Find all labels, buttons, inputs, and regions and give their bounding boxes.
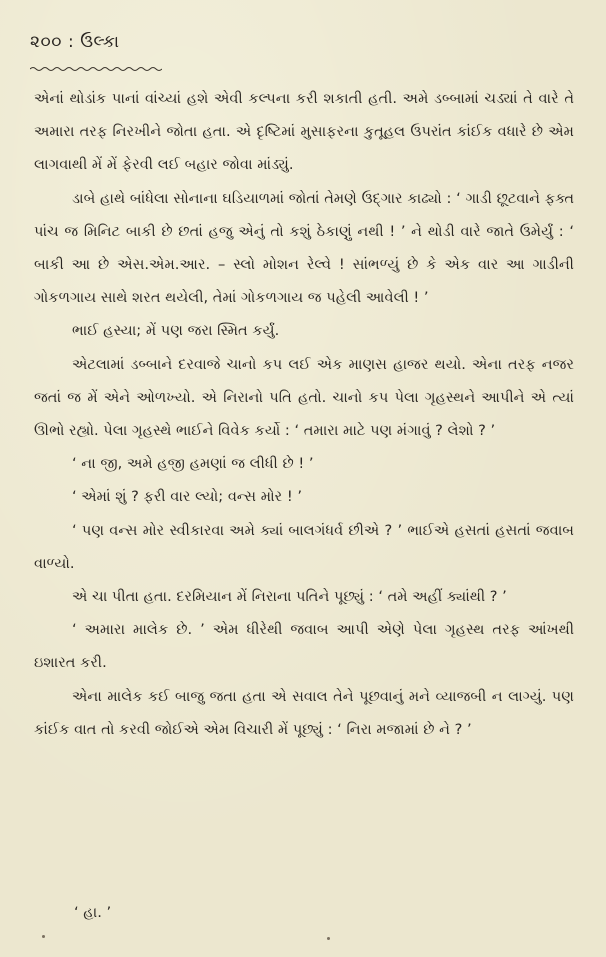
page-number: ૨૦૦: [30, 32, 62, 52]
paragraph: ‘ એમાં શું ? ફરી વાર લ્યો; વન્સ મોર ! ’: [72, 488, 302, 506]
paragraph: એનાં થોડાંક પાનાં વાંચ્યાં હશે એવી કલ્પના કરી શકાતી હતી. અમે ડબ્બામાં ચડ્યાં તે વારે તે અમારા તરફ નિરખીને જોતા હતા. એ દૃષ્ટિમાં મુસાફરના કુતૂહલ ઉપરાંત કાંઈક વધારે છે એમ લાગવાથી મેં મેં ફેરવી લઈ બહાર જોવા માંડ્યું.: [34, 90, 574, 174]
paragraph: એટલામાં ડબ્બાને દરવાજે ચાનો કપ લઈ એક માણસ હાજર થયો. એના તરફ નજર જતાં જ મેં એને ઓળખ્યો. એ નિરાનો પતિ હતો. ચાનો કપ પેલા ગૃહસ્થને આપીને એ ત્યાં ઊભો રહ્યો. પેલા ગૃહસ્થે ભાઈને વિવેક કર્યો : ‘ તમારા માટે પણ મંગાવું ? લેશો ? ’: [34, 355, 574, 440]
stray-mark: [42, 935, 45, 938]
paragraph: ‘ પણ વન્સ મોર સ્વીકારવા અમે ક્યાં બાલગંધર્વ છીએ ? ’ ભાઈએ હસતાં હસતાં જવાબ વાળ્યો.: [34, 521, 574, 572]
stray-mark: [327, 937, 330, 940]
wavy-rule-ornament: [30, 66, 162, 72]
header-separator: :: [67, 32, 75, 52]
paragraph: ‘ અમારા માલેક છે. ’ એમ ધીરેથી જવાબ આપી એણે પેલા ગૃહસ્થ તરફ આંખથી ઇશારત કરી.: [34, 621, 574, 672]
paragraph: ભાઈ હસ્યા; મેં પણ જરા સ્મિત કર્યું.: [72, 322, 280, 340]
paragraph: ‘ ના જી, અમે હજી હમણાં જ લીધી છે ! ’: [72, 455, 314, 473]
running-head: [30, 32, 120, 52]
paragraph: એ ચા પીતા હતા. દરમિયાન મેં નિરાના પતિને પૂછ્યું : ‘ તમે અહીં ક્યાંથી ? ’: [72, 588, 507, 606]
paragraph: ડાબે હાથે બાંધેલા સોનાના ઘડિયાળમાં જોતાં તેમણે ઉદ્ગાર કાઢ્યો : ‘ ગાડી છૂટવાને ફક્ત પાંચ જ મિનિટ બાકી છે છતાં હજુ એનું તો કશું ઠેકાણું નથી ! ’ ને થોડી વારે જાતે ઉમેર્યું : ‘ બાકી આ છે એસ.એમ.આર. – સ્લો મોશન રેલ્વે ! સાંભળ્યું છે કે એક વાર આ ગાડીની ગોકળગાય સાથે શરત થયેલી, તેમાં ગોકળગાય જ પહેલી આવેલી ! ’: [34, 189, 574, 307]
book-title: ઉલ્કા: [80, 32, 120, 52]
last-line: ‘ હા. ’: [74, 904, 112, 921]
paragraph: એના માલેક કઈ બાજુ જતા હતા એ સવાલ તેને પૂછવાનું મને વ્યાજબી ન લાગ્યું. પણ કાંઈક વાત તો કરવી જોઈએ એમ વિચારી મેં પૂછ્યું : ‘ નિરા મજામાં છે ને ? ’: [34, 687, 574, 738]
body-text: [34, 82, 574, 746]
